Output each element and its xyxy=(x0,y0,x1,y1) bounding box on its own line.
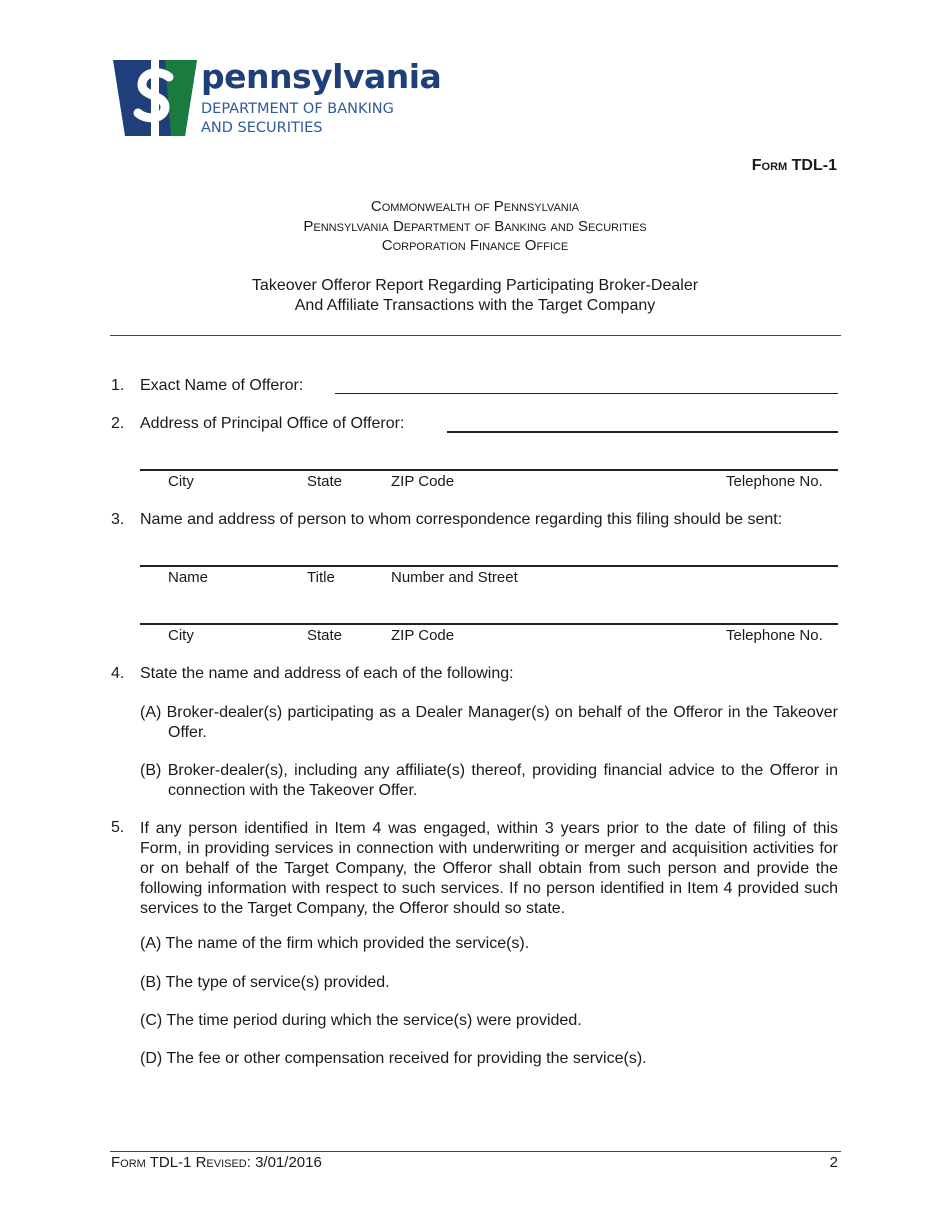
caption-telephone-2: Telephone No. xyxy=(726,627,823,644)
item4-subitem-a: (A) Broker-dealer(s) participating as a Dealer Manager(s) on behalf of the Offeror in the Takeover Offer. xyxy=(140,704,838,741)
item5-text: If any person identified in Item 4 was engaged, within 3 years prior to the date of filing of this Form, in providing services in connection with underwriting or merger and acquisition activities for or on behalf of the Target Company, the Offeror shall obtain from such person and provide the following information with respect to such services. If no person identified in Item 4 provided such services to the Target Company, the Offeror should so state. xyxy=(140,820,838,917)
item5-subitem-d: (D) The fee or other compensation received for providing the service(s). xyxy=(140,1050,647,1067)
offeror-name-field[interactable] xyxy=(335,393,838,394)
report-title-line1: Takeover Offeror Report Regarding Participating Broker-Dealer xyxy=(251,277,699,294)
item4-label: State the name and address of each of the following: xyxy=(140,665,514,682)
footer-revision: Form TDL-1 Revised: 3/01/2016 xyxy=(111,1154,322,1171)
item5-number: 5. xyxy=(111,819,125,836)
caption-city-2: City xyxy=(168,627,194,644)
item5-subitem-b: (B) The type of service(s) provided. xyxy=(140,974,390,991)
department-logo xyxy=(113,57,442,139)
item5-subitem-c: (C) The time period during which the service(s) were provided. xyxy=(140,1012,582,1029)
item3-number: 3. xyxy=(111,511,125,528)
item3-label: Name and address of person to whom correspondence regarding this filing should be sent: xyxy=(140,511,783,528)
caption-telephone: Telephone No. xyxy=(726,473,823,490)
item5-subitem-a: (A) The name of the firm which provided the service(s). xyxy=(140,935,530,952)
keystone-dollar-icon xyxy=(113,57,197,139)
logo-subtitle-line1: DEPARTMENT OF BANKING xyxy=(201,101,394,117)
caption-city: City xyxy=(168,473,194,490)
principal-office-city-line[interactable] xyxy=(140,469,838,471)
item4-number: 4. xyxy=(111,665,125,682)
page-number: 2 xyxy=(829,1154,838,1171)
caption-state-2: State xyxy=(307,627,343,644)
item4-subitem-b: (B) Broker-dealer(s), including any affiliate(s) thereof, providing financial advice to the Offeror in connection with the Takeover Offer. xyxy=(140,762,838,799)
caption-name: Name xyxy=(168,569,209,586)
principal-office-field[interactable] xyxy=(447,431,838,433)
caption-zip: ZIP Code xyxy=(391,473,455,490)
item1-label: Exact Name of Offeror: xyxy=(140,377,304,394)
form-id: Form TDL-1 xyxy=(751,157,837,174)
logo-subtitle-line2: AND SECURITIES xyxy=(201,120,323,136)
caption-title: Title xyxy=(307,569,335,586)
header-line1: Commonwealth of Pennsylvania xyxy=(370,198,580,215)
item1-number: 1. xyxy=(111,377,125,394)
header-line3: Corporation Finance Office xyxy=(381,237,569,254)
logo-wordmark: pennsylvania xyxy=(201,57,442,96)
header-divider xyxy=(110,335,841,336)
item2-label: Address of Principal Office of Offeror: xyxy=(140,415,405,432)
footer-divider xyxy=(110,1151,841,1152)
caption-state: State xyxy=(307,473,343,490)
item2-number: 2. xyxy=(111,415,125,432)
header-line2: Pennsylvania Department of Banking and Securities xyxy=(303,218,647,235)
caption-zip-2: ZIP Code xyxy=(391,627,455,644)
correspondent-city-line[interactable] xyxy=(140,623,838,625)
report-title-line2: And Affiliate Transactions with the Target Company xyxy=(294,297,656,314)
correspondent-name-line[interactable] xyxy=(140,565,838,567)
caption-street: Number and Street xyxy=(391,569,518,586)
